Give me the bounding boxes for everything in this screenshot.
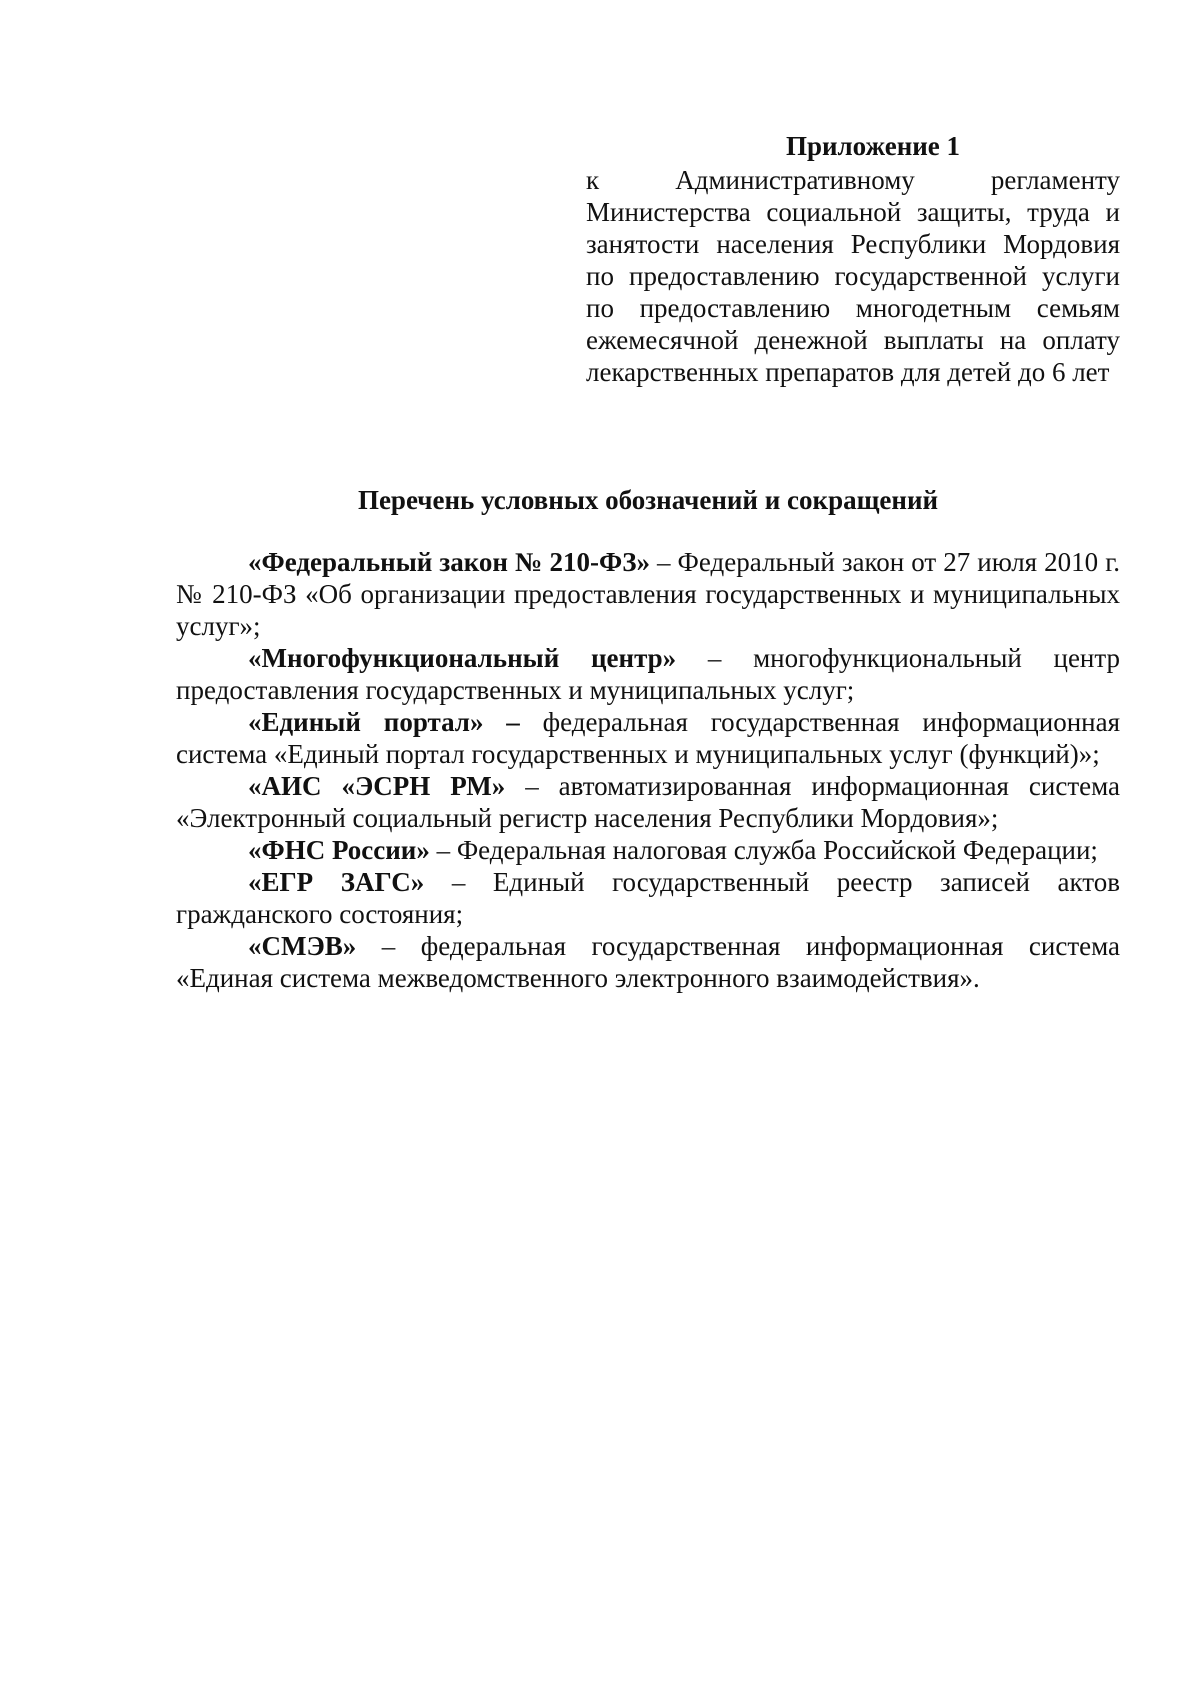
definition-item [176, 706, 1120, 770]
definition-term: «Единый портал» – [248, 707, 520, 737]
definition-text: – федеральная государственная информационная система «Единая система межведомственного электронного взаимодействия». [176, 931, 1120, 993]
definition-term: «Федеральный закон № 210-ФЗ» [248, 547, 650, 577]
document-heading: Перечень условных обозначений и сокращений [357, 485, 939, 515]
definition-item [176, 546, 1120, 642]
definition-text: – автоматизированная информационная система «Электронный социальный регистр населения Республики Мордовия»; [176, 771, 1120, 833]
definition-term: «ФНС России» [248, 835, 430, 865]
definition-text: – Единый государственный реестр записей актов гражданского состояния; [176, 867, 1120, 929]
definition-text: – Федеральная налоговая служба Российской Федерации; [429, 835, 1098, 865]
definition-item [176, 866, 1120, 930]
definition-text: федеральная государственная информационная система «Единый портал государственных и муниципальных услуг (функций)»; [176, 707, 1120, 769]
definition-item [176, 834, 1120, 866]
definition-item [176, 642, 1120, 706]
definition-term: «АИС «ЭСРН РМ» [248, 771, 506, 801]
definition-item [176, 930, 1120, 994]
appendix-title: Приложение 1 [785, 131, 961, 161]
definition-text: – Федеральный закон от 27 июля 2010 г. № 210-ФЗ «Об организации предоставления государственных и муниципальных услуг»; [176, 547, 1120, 641]
definition-item [176, 770, 1120, 834]
definition-text: – многофункциональный центр предоставления государственных и муниципальных услуг; [176, 643, 1121, 705]
appendix-block [586, 130, 1120, 388]
appendix-text: к Административному регламенту Министерства социальной защиты, труда и занятости населения Республики Мордовия по предоставлению государственной услуги по предоставлению многодетным семьям ежемесячной денежной выплаты на оплату лекарственных препаратов для детей до 6 лет [586, 165, 1120, 387]
definition-term: «ЕГР ЗАГС» [248, 867, 425, 897]
definition-term: «СМЭВ» [248, 931, 357, 961]
definitions-list [176, 546, 1120, 994]
definition-term: «Многофункциональный центр» [248, 643, 677, 673]
